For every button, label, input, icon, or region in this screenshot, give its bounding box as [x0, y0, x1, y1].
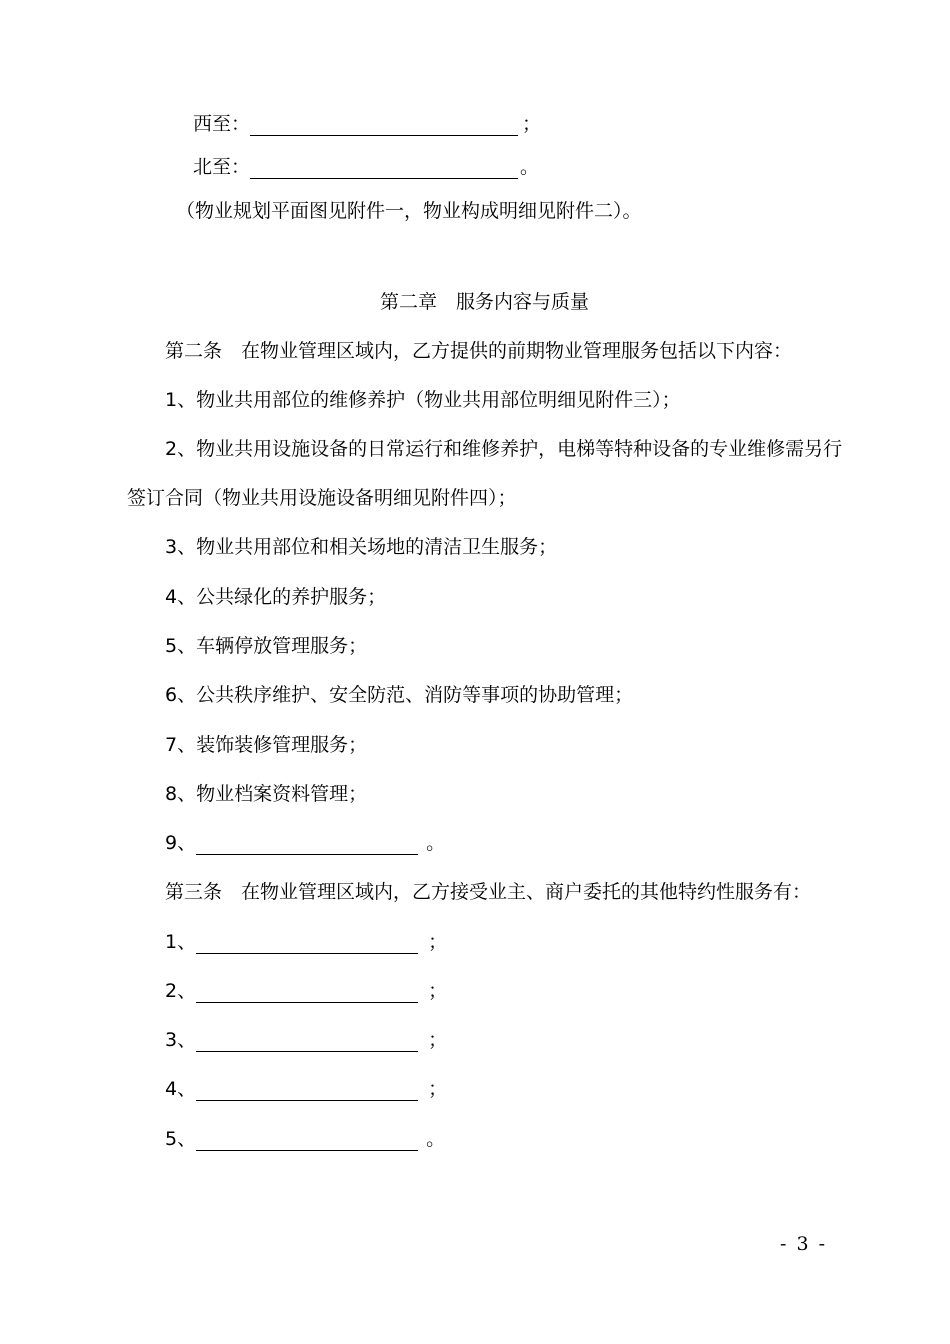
item-end-punct: 。 — [426, 832, 446, 854]
list-item: 3、物业共用部位和相关场地的清洁卫生服务； — [165, 536, 558, 558]
north-blank-field[interactable] — [250, 156, 518, 179]
special-service-blank-field[interactable] — [196, 931, 418, 954]
special-service-blank-field[interactable] — [196, 1078, 418, 1101]
list-item-9 — [165, 831, 445, 855]
item-number: 1、 — [165, 931, 197, 953]
item-number: 5、 — [165, 1128, 197, 1150]
west-end-punct: ； — [522, 113, 542, 135]
article-3-intro: 第三条 在物业管理区域内，乙方接受业主、商户委托的其他特约性服务有： — [165, 881, 812, 903]
item-9-blank-field[interactable] — [196, 832, 418, 855]
special-service-item — [165, 930, 447, 954]
list-item: 4、公共绿化的养护服务； — [165, 586, 387, 608]
special-service-blank-field[interactable] — [196, 1128, 418, 1151]
item-number: 9、 — [165, 832, 197, 854]
special-service-item — [165, 1028, 447, 1052]
west-label: 西至： — [193, 113, 251, 135]
list-item: 1、物业共用部位的维修养护（物业共用部位明细见附件三）； — [165, 389, 681, 411]
west-blank-field[interactable] — [250, 113, 518, 136]
special-service-item — [165, 1077, 447, 1101]
item-end-punct: ； — [428, 1078, 448, 1100]
item-end-punct: 。 — [426, 1128, 446, 1150]
item-number: 2、 — [165, 980, 197, 1002]
list-item: 7、装饰装修管理服务； — [165, 734, 368, 756]
north-boundary-line — [193, 155, 539, 179]
item-number: 4、 — [165, 1078, 197, 1100]
list-item: 签订合同（物业共用设施设备明细见附件四）； — [127, 487, 517, 509]
special-service-blank-field[interactable] — [196, 980, 418, 1003]
attachment-note: （物业规划平面图见附件一，物业构成明细见附件二）。 — [176, 200, 642, 222]
north-end-punct: 。 — [520, 156, 540, 178]
special-service-item — [165, 1127, 445, 1151]
page-number: - 3 - — [780, 1233, 828, 1255]
list-item: 6、公共秩序维护、安全防范、消防等事项的协助管理； — [165, 684, 634, 706]
special-service-item — [165, 979, 447, 1003]
special-service-blank-field[interactable] — [196, 1029, 418, 1052]
item-number: 3、 — [165, 1029, 197, 1051]
item-end-punct: ； — [428, 1029, 448, 1051]
north-label: 北至： — [193, 156, 251, 178]
list-item: 5、车辆停放管理服务； — [165, 635, 368, 657]
list-item: 8、物业档案资料管理； — [165, 783, 368, 805]
chapter-heading: 第二章 服务内容与质量 — [380, 291, 590, 313]
west-boundary-line — [193, 112, 541, 136]
article-2-intro: 第二条 在物业管理区域内，乙方提供的前期物业管理服务包括以下内容： — [165, 340, 793, 362]
list-item: 2、物业共用设施设备的日常运行和维修养护，电梯等特种设备的专业维修需另行 — [165, 438, 843, 460]
item-end-punct: ； — [428, 980, 448, 1002]
item-end-punct: ； — [428, 931, 448, 953]
